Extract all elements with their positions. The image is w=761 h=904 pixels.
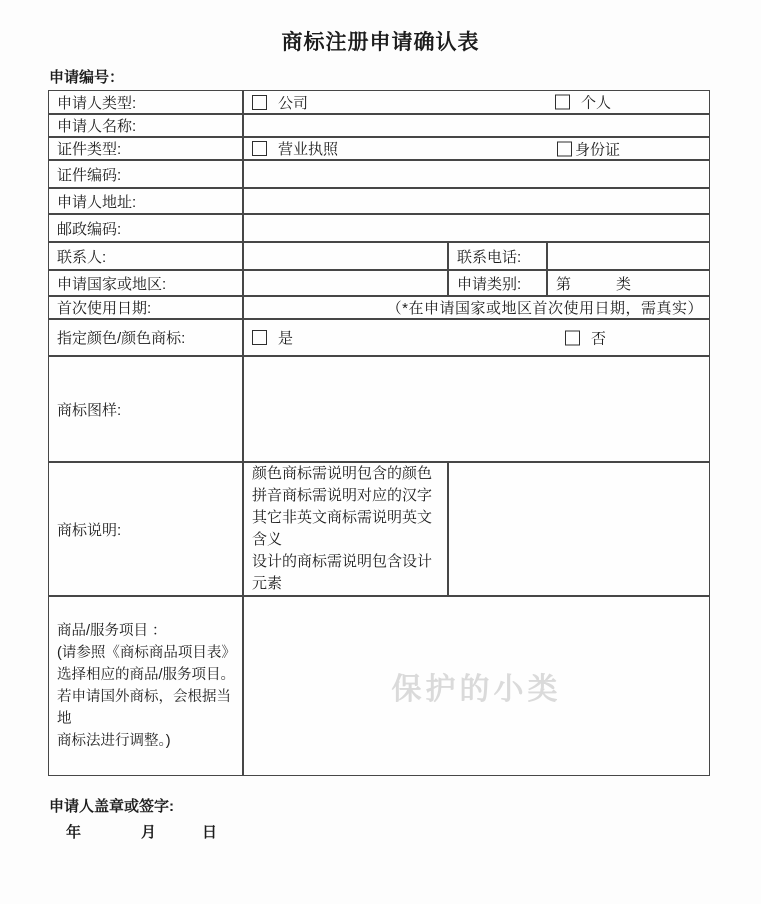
phone-label: 联系电话: <box>448 242 547 270</box>
applicant-type-options <box>243 90 710 114</box>
category-value[interactable]: 第 类 <box>547 270 710 296</box>
signature-label: 申请人盖章或签字: <box>49 798 174 815</box>
applicant-name-field[interactable] <box>243 114 710 137</box>
cert-no-label: 证件编码: <box>48 160 243 188</box>
option-label-yes: 是 <box>278 330 294 347</box>
contact-label: 联系人: <box>48 242 243 270</box>
goods-services-field[interactable] <box>243 596 710 776</box>
color-mark-options <box>243 319 710 356</box>
row-country <box>48 270 710 296</box>
date-line <box>49 824 761 842</box>
mark-description-label: 商标说明: <box>48 462 243 596</box>
watermark-text: 保护的小类 <box>391 673 562 706</box>
mark-description-line: 颜色商标需说明包含的颜色 <box>252 465 433 482</box>
row-address <box>48 188 710 214</box>
goods-services-label-line: 选择相应的商品/服务项目。 <box>57 667 236 683</box>
address-label: 申请人地址: <box>48 188 243 214</box>
category-label: 申请类别: <box>448 270 547 296</box>
mark-image-label: 商标图样: <box>48 356 243 462</box>
mark-description-line: 含义 <box>252 531 283 548</box>
postal-code-label: 邮政编码: <box>48 214 243 242</box>
row-cert-type <box>48 137 710 160</box>
postal-code-field[interactable] <box>243 214 710 242</box>
application-number-label: 申请编号： <box>49 69 125 86</box>
country-label: 申请国家或地区: <box>48 270 243 296</box>
year-label: 年 <box>66 824 82 841</box>
checkbox-no[interactable] <box>565 330 580 345</box>
row-mark-description <box>48 462 710 596</box>
cert-type-label: 证件类型: <box>48 137 243 160</box>
applicant-type-label: 申请人类型: <box>48 90 243 114</box>
row-cert-no <box>48 160 710 188</box>
first-use-date-label: 首次使用日期: <box>48 296 243 319</box>
mark-description-line: 设计的商标需说明包含设计 <box>252 553 433 570</box>
goods-services-label-line: 若申请国外商标，会根据当地 <box>57 689 231 727</box>
mark-image-field[interactable] <box>243 356 710 462</box>
option-label-individual: 个人 <box>581 94 612 112</box>
month-label: 月 <box>141 824 157 841</box>
contact-field[interactable] <box>243 242 448 270</box>
row-applicant-name <box>48 114 710 137</box>
goods-services-label-line: 商标法进行调整。) <box>57 733 171 749</box>
row-applicant-type <box>48 90 710 114</box>
goods-services-label <box>48 596 243 776</box>
mark-description-line: 元素 <box>252 575 283 592</box>
row-color-mark <box>48 319 710 356</box>
mark-description-line: 拼音商标需说明对应的汉字 <box>252 487 433 504</box>
day-label: 日 <box>202 824 218 841</box>
mark-description-line: 其它非英文商标需说明英文 <box>252 509 433 526</box>
option-label-no: 否 <box>591 330 607 347</box>
checkbox-company[interactable] <box>252 95 267 110</box>
form-table <box>48 90 710 776</box>
row-postal-code <box>48 214 710 242</box>
option-label-company: 公司 <box>278 94 309 112</box>
applicant-name-label: 申请人名称: <box>48 114 243 137</box>
row-goods-services <box>48 596 710 776</box>
goods-services-label-line: 商品/服务项目 ： <box>57 623 167 639</box>
checkbox-id-card[interactable] <box>557 141 572 156</box>
row-contact <box>48 242 710 270</box>
option-label-business-license: 营业执照 <box>278 141 339 158</box>
document-page <box>0 30 761 904</box>
color-mark-label: 指定颜色/颜色商标: <box>48 319 243 356</box>
page-title: 商标注册申请确认表 <box>281 31 480 54</box>
cert-type-options <box>243 137 710 160</box>
phone-field[interactable] <box>547 242 710 270</box>
goods-services-label-line: (请参照《商标商品项目表》 <box>57 645 236 661</box>
row-first-use-date <box>48 296 710 319</box>
country-field[interactable] <box>243 270 448 296</box>
checkbox-business-license[interactable] <box>252 141 267 156</box>
option-label-id-card: 身份证 <box>575 141 621 158</box>
first-use-date-note: （*在申请国家或地区首次使用日期，需真实） <box>243 296 710 319</box>
checkbox-individual[interactable] <box>555 95 570 110</box>
row-mark-image <box>48 356 710 462</box>
checkbox-yes[interactable] <box>252 330 267 345</box>
address-field[interactable] <box>243 188 710 214</box>
mark-description-instructions <box>243 462 448 596</box>
mark-description-field[interactable] <box>448 462 710 596</box>
cert-no-field[interactable] <box>243 160 710 188</box>
